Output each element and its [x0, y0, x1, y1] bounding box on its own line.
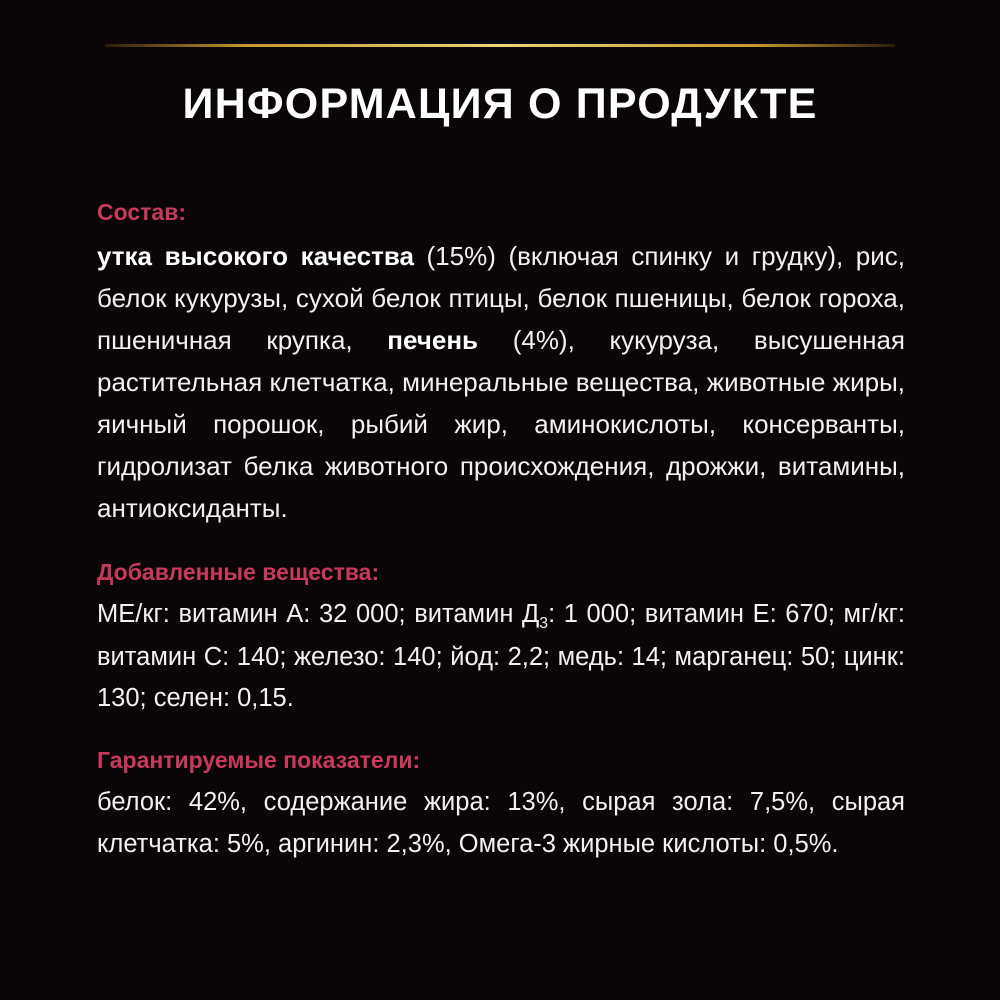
page-title: ИНФОРМАЦИЯ О ПРОДУКТЕ	[182, 80, 818, 128]
composition-text-tail: (4%), кукуруза, высушенная растительная клетчатка, минеральные вещества, животные жиры, яичный порошок, рыбий жир, аминокислоты, консерванты, гидролизат белка животного происхождения, дрожжи, витамины, антиоксиданты.	[97, 324, 905, 524]
composition-heading: Состав:	[97, 199, 187, 225]
content-area	[97, 198, 905, 865]
gold-divider-rule	[105, 44, 895, 47]
additives-heading: Добавленные вещества:	[97, 558, 380, 585]
guaranteed-heading: Гарантируемые показатели:	[97, 746, 421, 773]
composition-bold-mid: печень	[387, 324, 479, 355]
composition-bold-lead: утка высокого качества	[97, 240, 414, 271]
composition-text-after-lead: (15%) (включая спинку и грудку), рис, белок кукурузы, сухой белок птицы, белок пшеницы, белок гороха, пшеничная крупка,	[97, 240, 905, 355]
additives-text	[97, 594, 905, 719]
additives-text-after-sub: : 1 000; витамин Е: 670; мг/кг: витамин С: 140; железо: 140; йод: 2,2; медь: 14; марганец: 50; цинк: 130; селен: 0,15.	[97, 600, 905, 713]
additives-subscript: 3	[539, 615, 549, 633]
additives-text-before-sub: МЕ/кг: витамин А: 32 000; витамин Д	[97, 600, 540, 629]
guaranteed-text: белок: 42%, содержание жира: 13%, сырая зола: 7,5%, сырая клетчатка: 5%, аргинин: 2,3%, Омега-3 жирные кислоты: 0,5%.	[97, 788, 905, 858]
composition-text	[97, 235, 905, 530]
